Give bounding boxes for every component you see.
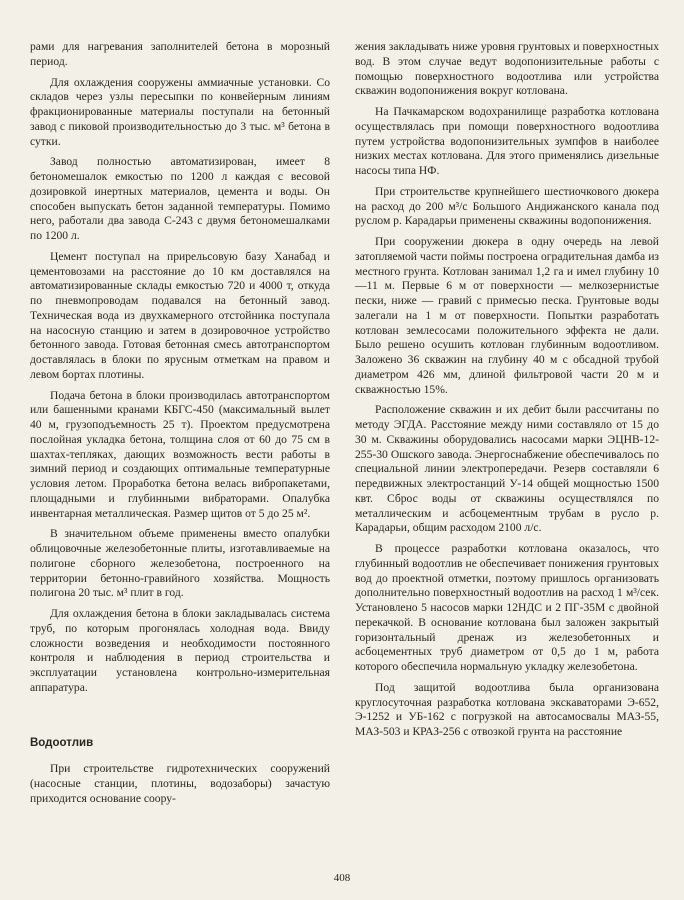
page-number: 408: [333, 872, 351, 884]
paragraph: При сооружении дюкера в одну очередь на левой затопляемой части поймы построена оградительная дамба из местного грунта. Котлован занимал 1,2 га и имел глубину 10—11 м. Первые 6 м от поверхности — мелкозернистые пески, ниже — гравий с примесью песка. Грунтовые воды залегали на 1 м от поверхности. Попытки разработать котлован землесосами положительного эффекта не дали. Было решено осушить котлован глубинным водоотливом. Заложено 36 скважин на глубину 40 м с обсадной трубой диаметром 426 мм, длиной фильтровой части 20 м и скважностью 15%.: [355, 235, 659, 396]
paragraph: При строительстве гидротехнических сооружений (насосные станции, плотины, водозаборы) зачастую приходится основание соору-: [30, 762, 330, 805]
section-heading: Водоотлив: [30, 736, 94, 749]
left-column: [30, 40, 330, 813]
paragraph: Расположение скважин и их дебит были рассчитаны по методу ЭГДА. Расстояние между ними составляло от 15 до 30 м. Скважины оборудовались насосами марки ЭЦНВ-12-255-30 Ошского завода. Энергоснабжение обеспечивалось по специальной линии электропередачи. Резерв составляли 6 передвижных электростанций У-14 общей мощностью 1500 квт. Сброс воды от скважины осуществлялся по металлическим и асбоцементным трубам в русло р. Карадарьи, общим расходом 2100 л/с.: [355, 403, 659, 535]
paragraph: Подача бетона в блоки производилась автотранспортом или башенными кранами КБГС-450 (максимальный вылет 40 м, грузоподъемность 25 т). Проектом предусмотрена послойная укладка бетона, толщина слоя от 60 до 75 см в шахтах-тепляках, дающих возможность вести работы в зимний период и создающих оптимальные температурные условия летом. Проработка бетона велась вибропакетами, площадными и глубинными вибраторами. Опалубка инвентарная металлическая. Размер щитов от 5 до 25 м².: [30, 388, 330, 520]
paragraph: рами для нагревания заполнителей бетона в морозный период.: [30, 40, 330, 68]
paragraph: В значительном объеме применены вместо опалубки облицовочные железобетонные плиты, изготавливаемые на полигоне сборного железобетона, построенного на территории бетонно-гравийного хозяйства. Мощность полигона 20 тыс. м³ плит в год.: [30, 527, 330, 600]
paragraph: Завод полностью автоматизирован, имеет 8 бетономешалок емкостью по 1200 л каждая с весовой дозировкой инертных материалов, цемента и воды. Он способен выпускать бетон заданной температуры. Помимо него, работали два завода С-243 с двумя бетономешалками по 1200 л.: [30, 155, 330, 242]
right-column: [355, 40, 659, 746]
paragraph: В процессе разработки котлована оказалось, что глубинный водоотлив не обеспечивает понижения грунтовых вод до проектной отметки, поэтому пришлось организовать дополнительно поверхностный водоотлив на расход 1 м³/сек. Установлено 5 насосов марки 12НДС и 2 ПГ-35М с двойной перекачкой. В основание котлована был заложен закрытый горизонтальный дренаж из железобетонных и асбоцементных труб диаметром от 0,5 до 1 м, работа которого обеспечила нормальную укладку железобетона.: [355, 542, 659, 673]
paragraph: Для охлаждения бетона в блоки закладывалась система труб, по которым прогонялась холодная вода. Ввиду сложности возведения и необходимости постоянного контроля и наблюдения в период строительства и эксплуатации установлена контрольно-измерительная аппаратура.: [30, 607, 330, 694]
paragraph: жения закладывать ниже уровня грунтовых и поверхностных вод. В этом случае ведут водопонизительные работы с помощью поверхностного водоотлива или устройства скважин водопонижения вокруг котлована.: [355, 40, 659, 98]
paragraph: Под защитой водоотлива была организована круглосуточная разработка котлована экскаваторами Э-652, Э-1252 и УБ-162 с погрузкой на автосамосвалы МАЗ-55, МАЗ-503 и КРАЗ-256 с отвозкой грунта на расстояние: [355, 680, 659, 738]
paragraph: При строительстве крупнейшего шестиочкового дюкера на расход до 200 м³/с Большого Андижанского канала под руслом р. Карадарьи применены скважины водопонижения.: [355, 184, 659, 228]
paragraph: Для охлаждения сооружены аммиачные установки. Со складов через узлы пересыпки по конвейерным линиям фракционированные материалы поступали на бетонный завод с пиковой производительностью до 3 тыс. м³ бетона в сутки.: [30, 75, 330, 148]
paragraph: Цемент поступал на прирельсовую базу Ханабад и цементовозами на расстояние до 10 км доставлялся на автоматизированные склады емкостью 720 и 4000 т, откуда по пневмопроводам подавался на бетонный завод. Техническая вода из двухкамерного отстойника поступала на насосную станцию и затем в дозировочное устройство бетонного завода. Готовая бетонная смесь автотранспортом доставлялась в блоки по ярусным отметкам на правом и левом бортах плотины.: [30, 249, 330, 381]
paragraph: На Пачкамарском водохранилище разработка котлована осуществлялась при помощи поверхностного водоотлива путем устройства водопонизительных зумпфов в наиболее низких местах котлована. Для этого применялись дизельные насосы типа НФ.: [355, 105, 659, 177]
